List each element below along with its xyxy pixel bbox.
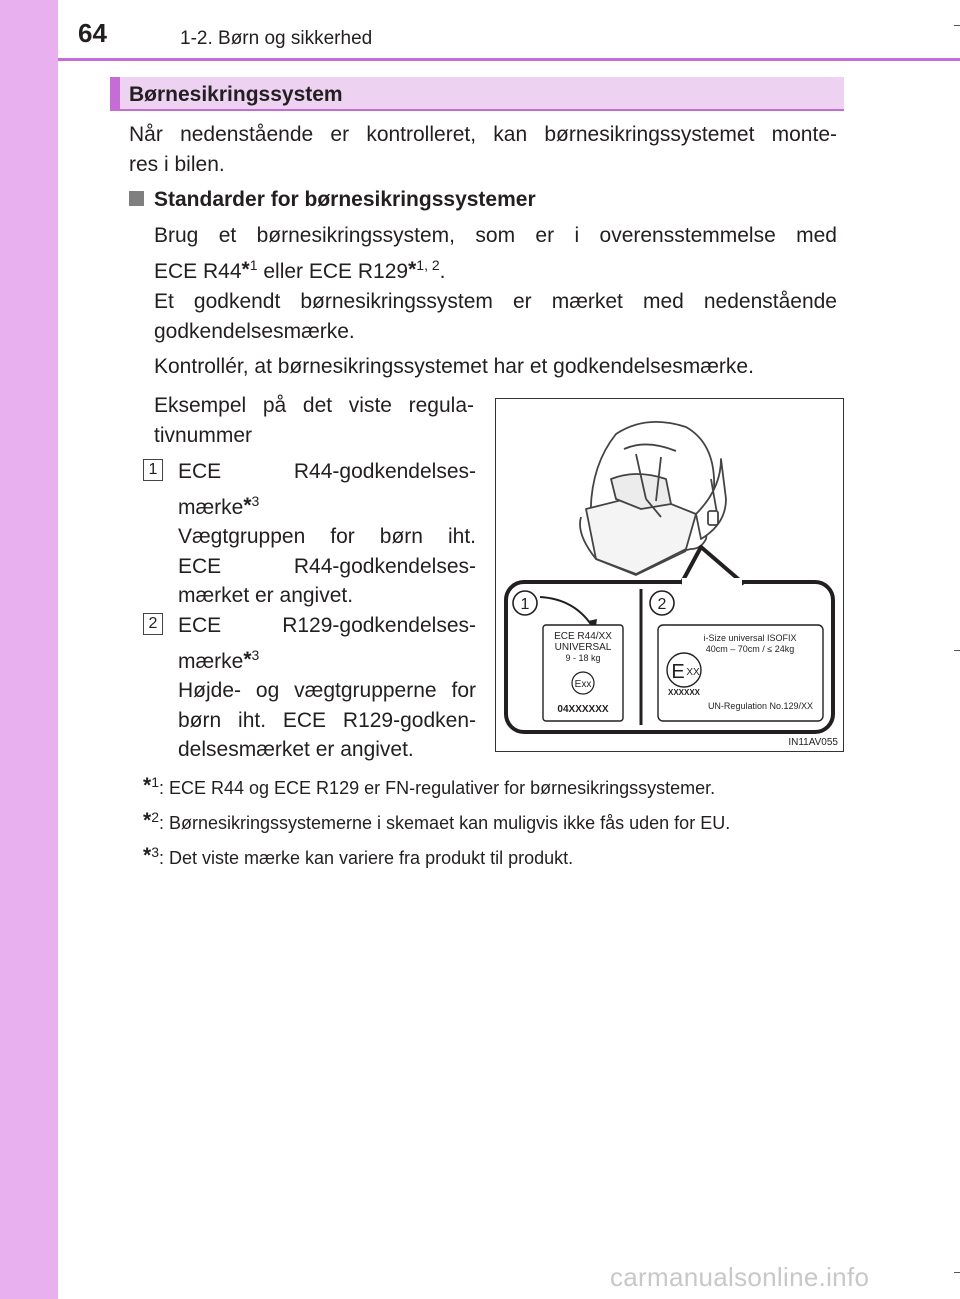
example-paragraph: [154, 391, 474, 450]
period: .: [439, 259, 446, 283]
standards-paragraph-2: [154, 287, 837, 346]
standards-heading: [129, 185, 536, 215]
figure-id: IN11AV055: [788, 737, 838, 748]
intro-paragraph: [129, 120, 837, 179]
standards-paragraph-1: [154, 221, 837, 286]
figure-illustration: [496, 399, 843, 751]
item-line: delsesmærket er angivet.: [178, 738, 414, 761]
square-bullet-icon: [129, 191, 144, 206]
svg-text:UN-Regulation No.129/XX: UN-Regulation No.129/XX: [707, 701, 813, 711]
item-line: mærket er angivet.: [178, 584, 354, 607]
footnote-star: *: [143, 809, 152, 832]
footnote-num: 2: [151, 809, 159, 825]
intro-line: Når nedenstående er kontrolleret, kan børnesikringssystemet monte-: [129, 123, 837, 146]
paragraph-line: tivnummer: [154, 423, 253, 447]
page-sidebar-tab: [0, 0, 58, 1299]
chapter-title: 1-2. Børn og sikkerhed: [180, 28, 373, 49]
item-line: ECE R44-godkendelses-: [178, 460, 476, 483]
footnote-ref: 1, 2: [416, 256, 440, 273]
svg-text:i-Size universal ISOFIX: i-Size universal ISOFIX: [703, 633, 797, 643]
ece-r44-label: [543, 625, 623, 721]
page-number: 64: [78, 18, 107, 48]
footnote-text: : ECE R44 og ECE R129 er FN-regulativer for børnesikringssystemer.: [158, 778, 716, 798]
crop-mark: [954, 650, 960, 651]
item-line: børn iht. ECE R129-godken-: [178, 708, 476, 732]
footnote-star: *: [143, 844, 152, 867]
item-line: Højde- og vægtgrupperne for: [178, 679, 476, 702]
footnote-text: : Det viste mærke kan variere fra produkt til produkt.: [158, 848, 574, 868]
svg-text:XXXXXX: XXXXXX: [668, 688, 701, 697]
footnote-star: *: [243, 493, 252, 517]
footnote-star: *: [243, 647, 252, 671]
section-title: Børnesikringssystem: [129, 83, 343, 106]
footnote-ref: 3: [251, 646, 260, 663]
svg-text:Exx: Exx: [574, 679, 592, 690]
paragraph-line: Brug et børnesikringssystem, som er i overensstemmelse med: [154, 224, 837, 247]
ece-r44-text: ECE R44: [154, 259, 242, 283]
paragraph-line: Eksempel på det viste regula-: [154, 394, 474, 417]
footnote-3: [143, 840, 573, 870]
svg-text:1: 1: [520, 596, 530, 613]
item-line: Vægtgruppen for børn iht.: [178, 525, 476, 548]
footnote-num: 3: [151, 844, 159, 860]
paragraph-line: [154, 251, 837, 287]
section-header-bar: [110, 77, 120, 109]
standards-heading-text: Standarder for børnesikringssystemer: [154, 188, 536, 211]
item-line-text: mærke: [178, 649, 244, 673]
footnote-text: : Børnesikringssystemerne i skemaet kan muligvis ikke fås uden for EU.: [158, 813, 731, 833]
watermark: carmanualsonline.info: [610, 1262, 870, 1292]
header-rule: [58, 58, 960, 61]
footnote-num: 1: [151, 774, 159, 790]
item-line: [178, 487, 476, 523]
item-line: ECE R129-godkendelses-: [178, 614, 476, 637]
item-1-text: [178, 457, 476, 611]
item-line-text: mærke: [178, 495, 244, 519]
svg-text:9 - 18 kg: 9 - 18 kg: [565, 653, 601, 663]
svg-text:04XXXXXX: 04XXXXXX: [557, 704, 609, 715]
svg-text:XX: XX: [686, 667, 700, 678]
svg-text:ECE R44/XX: ECE R44/XX: [554, 631, 612, 642]
standards-paragraph-3: Kontrollér, at børnesikringssystemet har et godkendelsesmærke.: [154, 355, 754, 378]
intro-line: res i bilen.: [129, 152, 225, 176]
footnote-2: [143, 805, 730, 835]
svg-text:40cm – 70cm / ≤ 24kg: 40cm – 70cm / ≤ 24kg: [705, 644, 795, 654]
item-line: ECE R44-godkendelses-: [178, 554, 476, 578]
crop-mark: [954, 25, 960, 26]
section-header: [110, 77, 844, 111]
ece-r129-text: eller ECE R129: [257, 259, 409, 283]
paragraph-line: godkendelsesmærke.: [154, 319, 355, 343]
footnote-ref: 3: [251, 492, 260, 509]
item-number-badge: 2: [143, 613, 163, 635]
item-2-text: [178, 611, 476, 765]
approval-label-figure: [495, 398, 844, 752]
footnote-1: [143, 770, 715, 800]
svg-text:2: 2: [657, 596, 667, 613]
ece-r129-label: [658, 625, 823, 721]
footnote-star: *: [408, 257, 417, 281]
footnote-star: *: [143, 774, 152, 797]
paragraph-line: Et godkendt børnesikringssystem er mærket med nedenstående: [154, 290, 837, 313]
svg-text:E: E: [671, 661, 685, 683]
item-number-badge: 1: [143, 459, 163, 481]
footnote-ref: 1: [249, 256, 258, 273]
callout-1: [513, 591, 537, 615]
footnote-star: *: [241, 257, 250, 281]
svg-text:UNIVERSAL: UNIVERSAL: [554, 642, 612, 653]
crop-mark: [954, 1272, 960, 1273]
item-line: [178, 641, 476, 677]
callout-2: [650, 591, 674, 615]
